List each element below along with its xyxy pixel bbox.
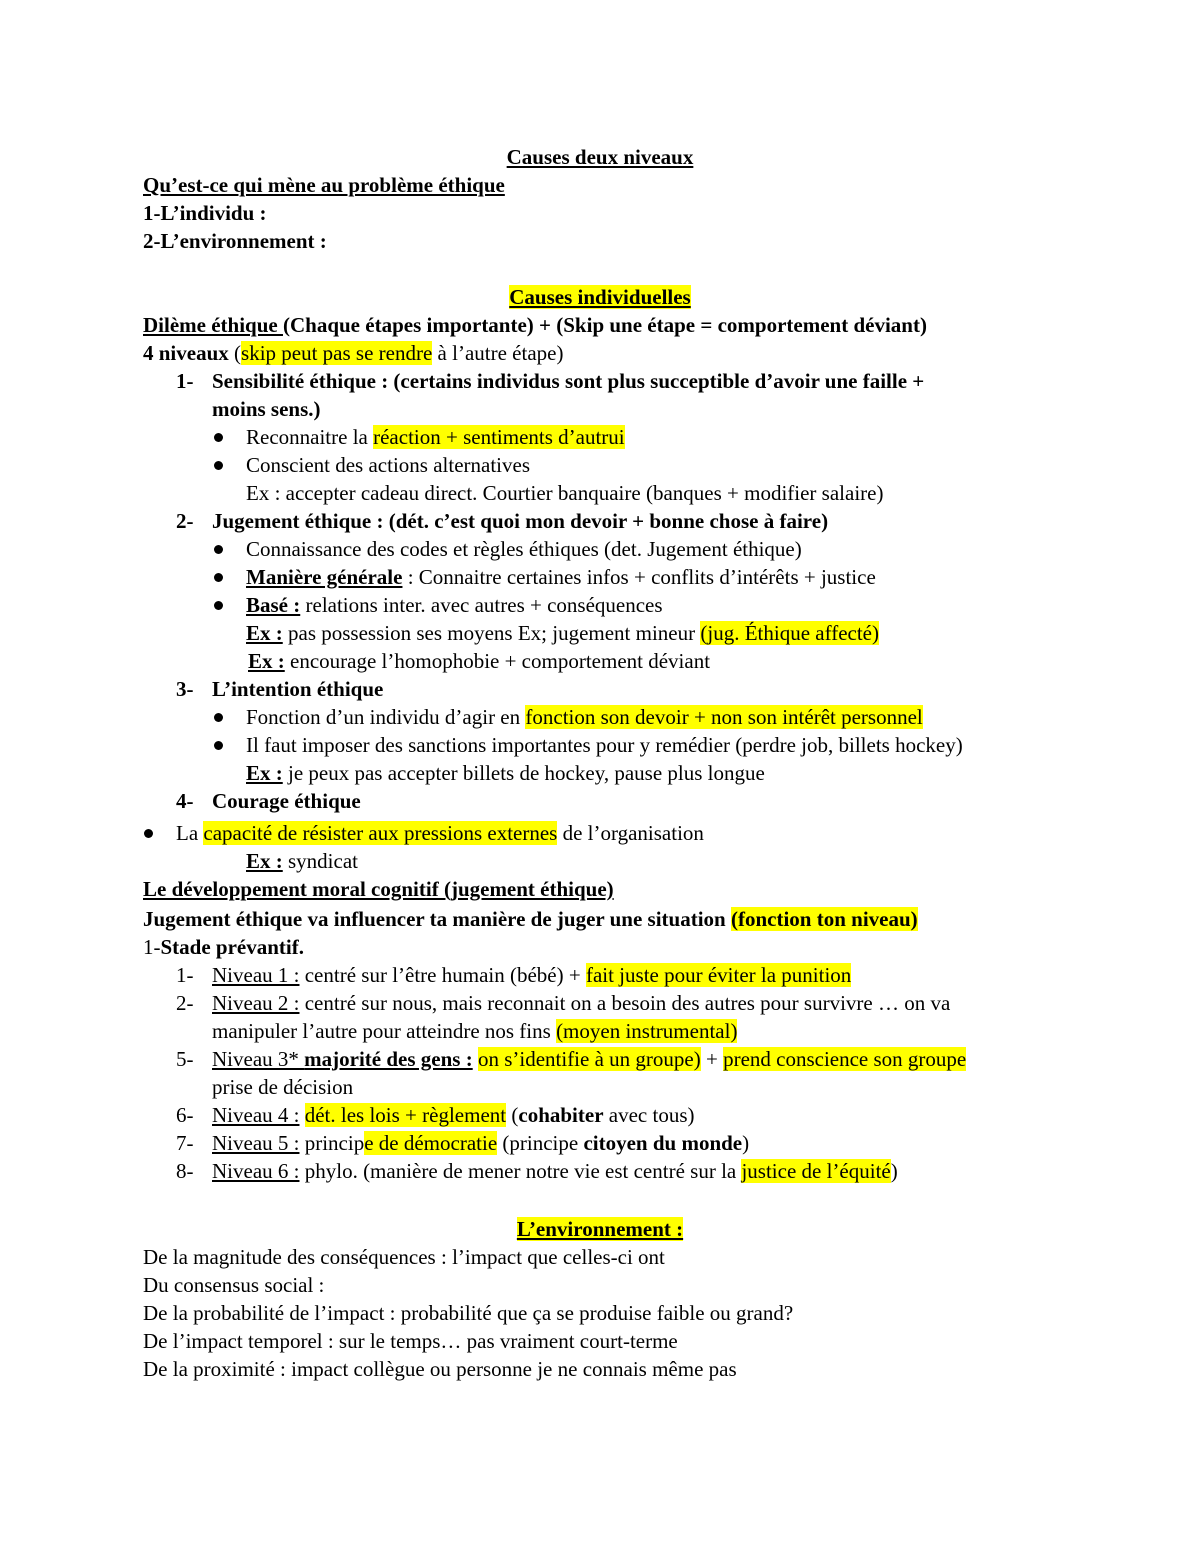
question-line [0,171,1200,199]
text-run: Niveau 3* [212,1047,305,1071]
text-run: Reconnaitre la [246,425,374,449]
env-line [0,1271,1200,1299]
text-run: Ex : [246,621,283,645]
level-2-text-cont [212,1017,737,1045]
text-run: Jugement éthique va influencer ta manière de juger une situation [143,907,731,931]
jugement-line [0,905,1200,933]
list-item [0,819,1200,847]
list-item [0,451,1200,479]
example-text [246,759,765,787]
text-run: relations inter. avec autres + conséquences [300,593,663,617]
list-item [0,731,1200,759]
bullet-text [246,423,625,451]
text-run: Niveau 2 : [212,991,300,1015]
level-4-number: 6- [176,1103,194,1127]
question-heading: Qu’est-ce qui mène au problème éthique [143,173,505,197]
level-1-line [0,961,1200,989]
text-run: citoyen du monde [583,1131,743,1155]
env-text: Du consensus social : [143,1273,325,1297]
level-4-text [212,1101,695,1129]
env-line [0,1327,1200,1355]
jugement-text [143,905,918,933]
dev-heading: Le développement moral cognitif (jugement éthique) [143,877,614,901]
level-1-number: 1- [176,963,194,987]
env-text: De la proximité : impact collègue ou personne je ne connais même pas [143,1357,737,1381]
heading-environment-line [0,1215,1200,1243]
list-item [0,703,1200,731]
section-1-line [0,367,1200,395]
example-line [0,847,1200,875]
level-1-text [212,961,851,989]
text-run: encourage l’homophobie + comportement déviant [284,649,711,673]
level-3-text [212,1045,966,1073]
text-run: e de démocratie [364,1131,498,1155]
text-run: Dilème éthique [143,313,283,337]
cause-2-line [0,227,1200,255]
level-2-line-2 [0,1017,1200,1045]
doc-title-line [0,143,1200,171]
level-6-text [212,1157,898,1185]
text-run: princip [299,1131,365,1155]
text-run: phylo. (manière de mener notre vie est centré sur la [299,1159,742,1183]
text-run: de l’organisation [557,821,704,845]
list-item [0,423,1200,451]
bullet-text [246,703,923,731]
text-run: ( [506,1103,519,1127]
four-levels-line [0,339,1200,367]
list-item [0,563,1200,591]
bullet-icon [214,713,223,722]
env-line [0,1299,1200,1327]
text-run: à l’autre étape) [432,341,564,365]
text-run: Niveau 6 : [212,1159,300,1183]
env-line [0,1243,1200,1271]
text-run: (Chaque étapes importante) + (Skip une étape = comportement déviant) [282,313,927,337]
text-run: prend conscience son groupe [723,1047,967,1071]
text-run: syndicat [282,849,358,873]
level-2-line [0,989,1200,1017]
bullet-icon [144,829,153,838]
text-run: La [176,821,204,845]
text-run: (jug. Éthique affecté) [700,621,879,645]
four-levels-text [143,339,563,367]
cause-individual: 1-L’individu : [143,201,267,225]
text-run: je peux pas accepter billets de hockey, pause plus longue [282,761,765,785]
section-4-line [0,787,1200,815]
bullet-icon [214,573,223,582]
example-text: Ex : accepter cadeau direct. Courtier banquaire (banques + modifier salaire) [246,481,884,505]
heading-individual-line [0,283,1200,311]
example-line [0,619,1200,647]
text-run: on s’identifie à un groupe) [477,1047,701,1071]
example-line [0,759,1200,787]
level-3-line [0,1045,1200,1073]
cause-1-line [0,199,1200,227]
dev-heading-line [0,875,1200,903]
heading-individual: Causes individuelles [509,285,691,309]
bullet-text: Connaissance des codes et règles éthiques (det. Jugement éthique) [246,537,802,561]
level-4-line [0,1101,1200,1129]
level-6-line [0,1157,1200,1185]
bullet-icon [214,601,223,610]
text-run: Fonction d’un individu d’agir en [246,705,526,729]
text-run: Niveau 1 : [212,963,300,987]
text-run: Ex : [248,649,285,673]
doc-title: Causes deux niveaux [506,145,694,169]
level-2-number: 2- [176,991,194,1015]
env-text: De l’impact temporel : sur le temps… pas vraiment court-terme [143,1329,678,1353]
env-text: De la magnitude des conséquences : l’impact que celles-ci ont [143,1245,665,1269]
bullet-icon [214,741,223,750]
list-item [0,591,1200,619]
section-3-number: 3- [176,677,194,701]
env-line [0,1355,1200,1383]
text-run: 4 niveaux [143,341,229,365]
text-run: Basé : [246,593,301,617]
env-text: De la probabilité de l’impact : probabilité que ça se produise faible ou grand? [143,1301,794,1325]
text-run: pas possession ses moyens Ex; jugement mineur [282,621,701,645]
section-3-line [0,675,1200,703]
text-run: fait juste pour éviter la punition [585,963,852,987]
cause-environment: 2-L’environnement : [143,229,327,253]
section-2-number: 2- [176,509,194,533]
dileme-line [0,311,1200,339]
text-run: : Connaitre certaines infos + conflits d’intérêts + justice [402,565,876,589]
text-run: capacité de résister aux pressions externes [203,821,558,845]
text-run: dét. les lois + règlement [304,1103,507,1127]
text-run: Ex : [246,761,283,785]
bullet-text [176,819,704,847]
text-run: Ex : [246,849,283,873]
bullet-text [246,563,876,591]
text-run: (principe [497,1131,584,1155]
list-item [0,535,1200,563]
text-run: cohabiter [518,1103,604,1127]
text-run: (moyen instrumental) [556,1019,738,1043]
text-run: ) [742,1131,750,1155]
stade-text [143,933,304,961]
text-run: réaction + sentiments d’autrui [373,425,625,449]
bullet-text [246,591,663,619]
bullet-icon [214,433,223,442]
text-run: majorité des gens : [304,1047,473,1071]
text-run: 1- [143,935,161,959]
text-run: avec tous) [603,1103,695,1127]
text-run [299,1103,304,1127]
level-6-number: 8- [176,1159,194,1183]
heading-environment: L’environnement : [516,1217,684,1241]
section-4-number: 4- [176,789,194,813]
bullet-icon [214,461,223,470]
example-text [248,647,710,675]
section-3-title: L’intention éthique [212,677,384,701]
dileme-text [143,311,927,339]
text-run: manipuler l’autre pour atteindre nos fins [212,1019,557,1043]
section-1-number: 1- [176,369,194,393]
text-run: justice de l’équité [741,1159,891,1183]
section-1-title-cont: moins sens.) [212,397,321,421]
level-2-text [212,989,950,1017]
text-run: skip peut pas se rendre [241,341,433,365]
text-run: centré sur nous, mais reconnait on a besoin des autres pour survivre … on va [299,991,951,1015]
text-run: + [700,1047,724,1071]
section-2-line [0,507,1200,535]
section-1-line-2 [0,395,1200,423]
text-run: Niveau 5 : [212,1131,300,1155]
bullet-icon [214,545,223,554]
example-text [246,847,358,875]
text-run: fonction son devoir + non son intérêt personnel [525,705,923,729]
text-run: ) [890,1159,898,1183]
section-2-title: Jugement éthique : (dét. c’est quoi mon devoir + bonne chose à faire) [212,509,829,533]
text-run: Niveau 4 : [212,1103,300,1127]
level-5-line [0,1129,1200,1157]
bullet-text: Il faut imposer des sanctions importantes pour y remédier (perdre job, billets hockey) [246,733,963,757]
text-run: centré sur l’être humain (bébé) + [299,963,586,987]
level-3-text-cont: prise de décision [212,1075,354,1099]
level-5-text [212,1129,749,1157]
example-line [0,479,1200,507]
section-4-title: Courage éthique [212,789,361,813]
level-3-number: 5- [176,1047,194,1071]
bullet-text: Conscient des actions alternatives [246,453,531,477]
text-run: (fonction ton niveau) [730,907,918,931]
example-text [246,619,879,647]
text-run: Manière générale [246,565,403,589]
text-run: ( [228,341,242,365]
text-run: Stade prévantif. [160,935,304,959]
section-1-title: Sensibilité éthique : (certains individus sont plus succeptible d’avoir une faille + [212,369,925,393]
stade-line [0,933,1200,961]
example-line [0,647,1200,675]
level-3-line-2 [0,1073,1200,1101]
level-5-number: 7- [176,1131,194,1155]
